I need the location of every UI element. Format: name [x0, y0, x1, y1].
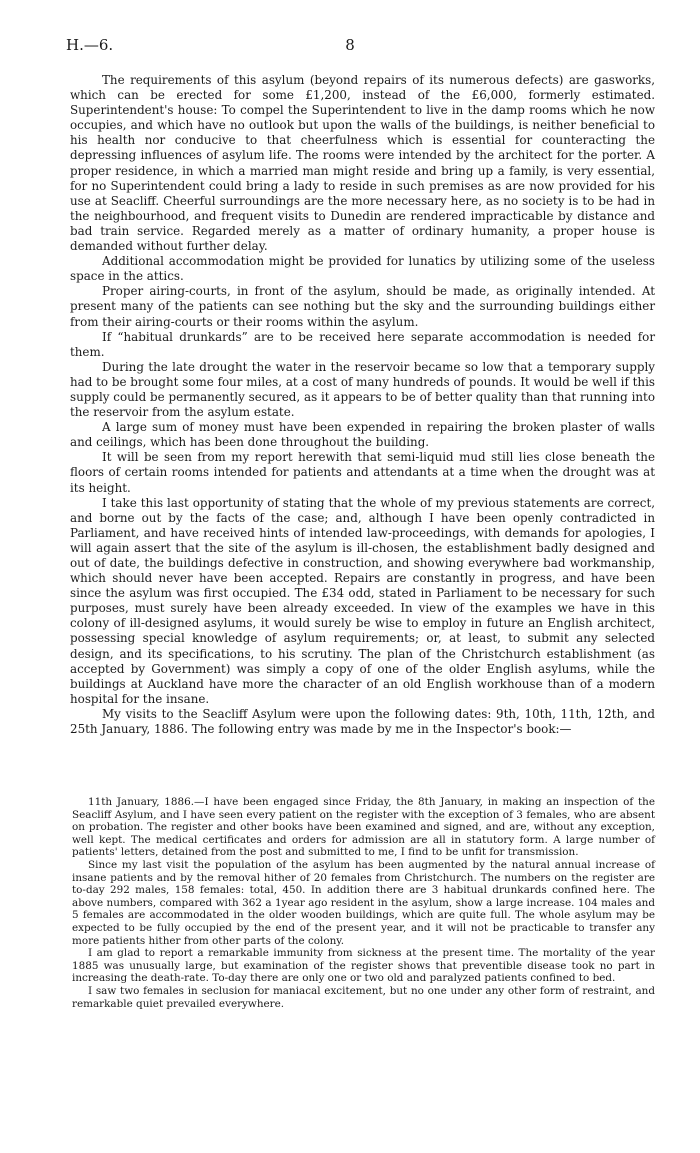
entry-paragraph-sickness: I am glad to report a remarkable immunity from sickness at the present time. The mortality of the year 1885 was unusually large, but examination of the register shows that preventible disease took no part in increasing the death-rate. To-day there are only one or two old and paralyzed patients confined to bed.	[72, 947, 655, 985]
entry-paragraph-inspection: 11th January, 1886.—I have been engaged since Friday, the 8th January, in making an inspection of the Seacliff Asylum, and I have seen every patient on the register with the exception of 3 females, who are absent on probation. The register and other books have been examined and signed, and are, without any exception, well kept. The medical certificates and orders for admission are all in statutory form. A large number of patients' letters, detained from the post and submitted to me, I find to be unfit for transmission.	[72, 796, 655, 859]
paragraph-drunkards: If “habitual drunkards” are to be received here separate accommodation is needed for them.	[70, 329, 655, 359]
inspector-book-entry	[72, 796, 655, 1010]
paragraph-airing-courts: Proper airing-courts, in front of the asylum, should be made, as originally intended. At present many of the patients can see nothing but the sky and the surrounding buildings either from their airing-courts or their rooms within the asylum.	[70, 284, 655, 329]
paragraph-water-supply: During the late drought the water in the reservoir became so low that a temporary supply had to be brought some four miles, at a cost of many hundreds of pounds. It would be well if this supply could be permanently secured, as it appears to be of better quality than that running into the reservoir from the asylum estate.	[70, 359, 655, 420]
report-body	[70, 73, 655, 737]
report-reference: H.—6.	[66, 36, 114, 54]
page-header	[66, 36, 634, 58]
paragraph-visits: My visits to the Seacliff Asylum were upon the following dates: 9th, 10th, 11th, 12th, and 25th January, 1886. The following entry was made by me in the Inspector's book:—	[70, 706, 655, 737]
entry-paragraph-population: Since my last visit the population of the asylum has been augmented by the natural annual increase of insane patients and by the removal hither of 20 females from Christchurch. The numbers on the register are to-day 292 males, 158 females: total, 450. In addition there are 3 habitual drunkards confined here. The above numbers, compared with 362 a 1year ago resident in the asylum, show a large increase. 104 males and 5 females are accommodated in the older wooden buildings, which are quite full. The whole asylum may be expected to be fully occupied by the end of the present year, and it will not be practicable to transfer any more patients hither from other parts of the colony.	[72, 858, 655, 947]
page-number: 8	[345, 36, 355, 54]
entry-paragraph-seclusion: I saw two females in seclusion for maniacal excitement, but no one under any other form of restraint, and remarkable quiet prevailed everywhere.	[72, 984, 655, 1010]
paragraph-statements: I take this last opportunity of stating that the whole of my previous statements are correct, and borne out by the facts of the case; and, although I have been openly contradicted in Parliament, and have received hints of intended law-proceedings, with demands for apologies, I will again assert that the site of the asylum is ill-chosen, the establishment badly designed and out of date, the buildings defective in construction, and showing everywhere bad workmanship, which should never have been accepted. Repairs are constantly in progress, and have been since the asylum was first occupied. The £34 odd, stated in Parliament to be necessary for such purposes, must surely have been already exceeded. In view of the examples we have in this colony of ill-designed asylums, it would surely be wise to employ in future an English architect, possessing special knowledge of asylum requirements; or, at least, to submit any selected design, and its specifications, to his scrutiny. The plan of the Christchurch establishment (as accepted by Government) was simply a copy of one of the older English asylums, while the buildings at Auckland have more the character of an old English workhouse than of a modern hospital for the insane.	[70, 495, 655, 706]
paragraph-requirements: The requirements of this asylum (beyond repairs of its numerous defects) are gasworks, which can be erected for some £1,200, instead of the £6,000, formerly estimated. Superintendent's house: To compel the Superintendent to live in the damp rooms which he now occupies, and which have no outlook but upon the walls of the buildings, is neither beneficial to his health nor conducive to that cheerfulness which is essential for counteracting the depressing influences of asylum life. The rooms were intended by the architect for the porter. A proper residence, in which a married man might reside and bring up a family, is very essential, for no Superintendent could bring a lady to reside in such premises as are now provided for his use at Seacliff. Cheerful surroundings are the more necessary here, as no society is to be had in the neighbourhood, and frequent visits to Dunedin are rendered impracticable by distance and bad train service. Regarded merely as a matter of ordinary humanity, a proper house is demanded without further delay.	[70, 73, 655, 254]
paragraph-plaster: A large sum of money must have been expended in repairing the broken plaster of walls and ceilings, which has been done throughout the building.	[70, 420, 655, 450]
paragraph-attics: Additional accommodation might be provided for lunatics by utilizing some of the useless space in the attics.	[70, 254, 655, 284]
paragraph-mud: It will be seen from my report herewith that semi-liquid mud still lies close beneath the floors of certain rooms intended for patients and attendants at a time when the drought was at its height.	[70, 450, 655, 495]
